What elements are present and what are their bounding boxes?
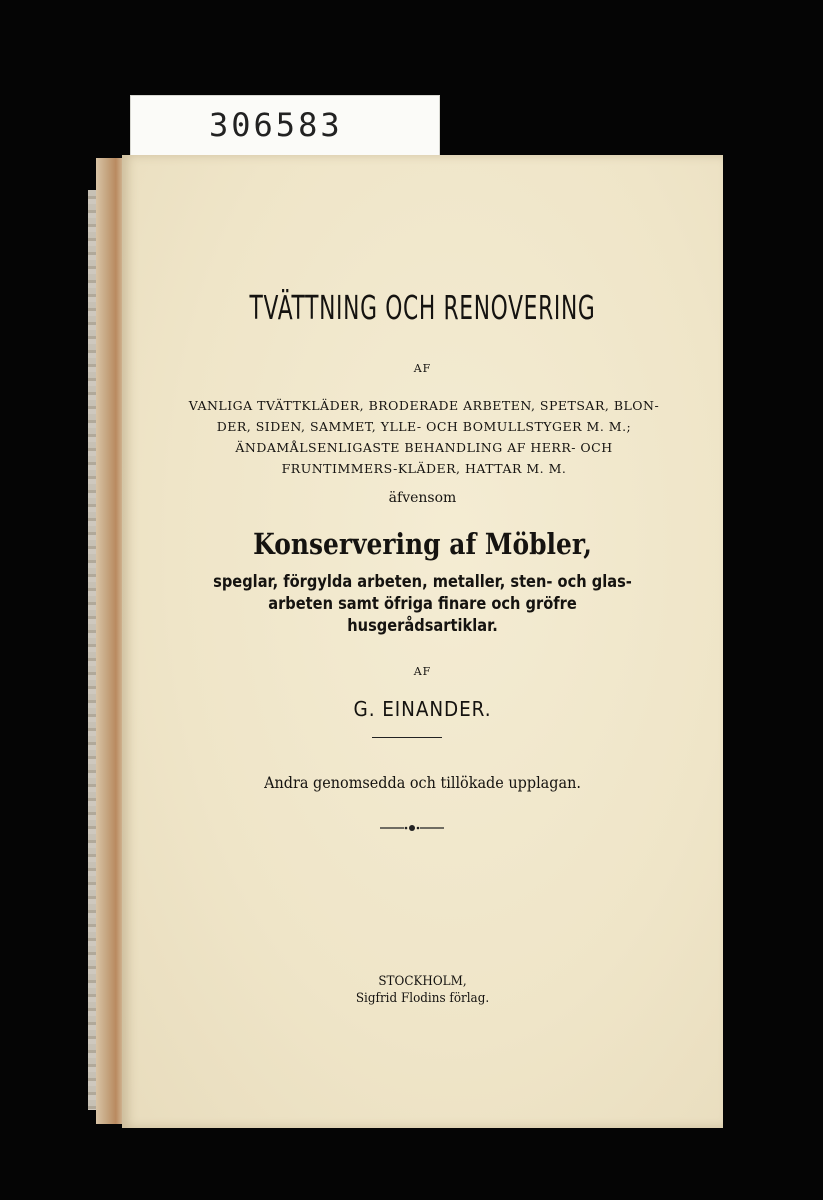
imprint-publisher: Sigfrid Flodins förlag. bbox=[355, 991, 490, 1006]
title-page bbox=[122, 155, 723, 1128]
description-line: husgerådsartiklar. bbox=[347, 616, 498, 636]
description-line: arbeten samt öfriga finare och gröfre bbox=[268, 594, 577, 614]
subtitle-line: VANLIGA TVÄTTKLÄDER, BRODERADE ARBETEN, SPETSAR, BLON- bbox=[188, 398, 660, 413]
subtitle-line: ÄNDAMÅLSENLIGASTE BEHANDLING AF HERR- OCH bbox=[235, 440, 613, 455]
imprint-place: STOCKHOLM, bbox=[378, 974, 467, 989]
secondary-title: Konservering af Möbler, bbox=[253, 527, 592, 561]
catalog-number: 306583 bbox=[209, 106, 343, 144]
ornament-divider bbox=[380, 823, 444, 833]
divider-rule bbox=[372, 737, 442, 738]
subtitle-line: DER, SIDEN, SAMMET, YLLE- OCH BOMULLSTYGER M. M.; bbox=[216, 419, 632, 434]
book-title: TVÄTTNING OCH RENOVERING bbox=[249, 288, 596, 327]
subtitle-line: FRUNTIMMERS-KLÄDER, HATTAR M. M. bbox=[281, 461, 567, 476]
af-text-2: AF bbox=[413, 665, 432, 678]
author-name: G. EINANDER. bbox=[353, 697, 492, 721]
af-text-1: AF bbox=[413, 362, 432, 375]
imprint-block bbox=[146, 973, 699, 1007]
subtitle-block bbox=[154, 395, 694, 479]
description-line: speglar, förgylda arbeten, metaller, sten- och glas- bbox=[213, 572, 632, 592]
description-block bbox=[198, 571, 646, 637]
avensom-text: äfvensom bbox=[388, 490, 457, 506]
edition-note: Andra genomsedda och tillökade upplagan. bbox=[264, 773, 581, 792]
